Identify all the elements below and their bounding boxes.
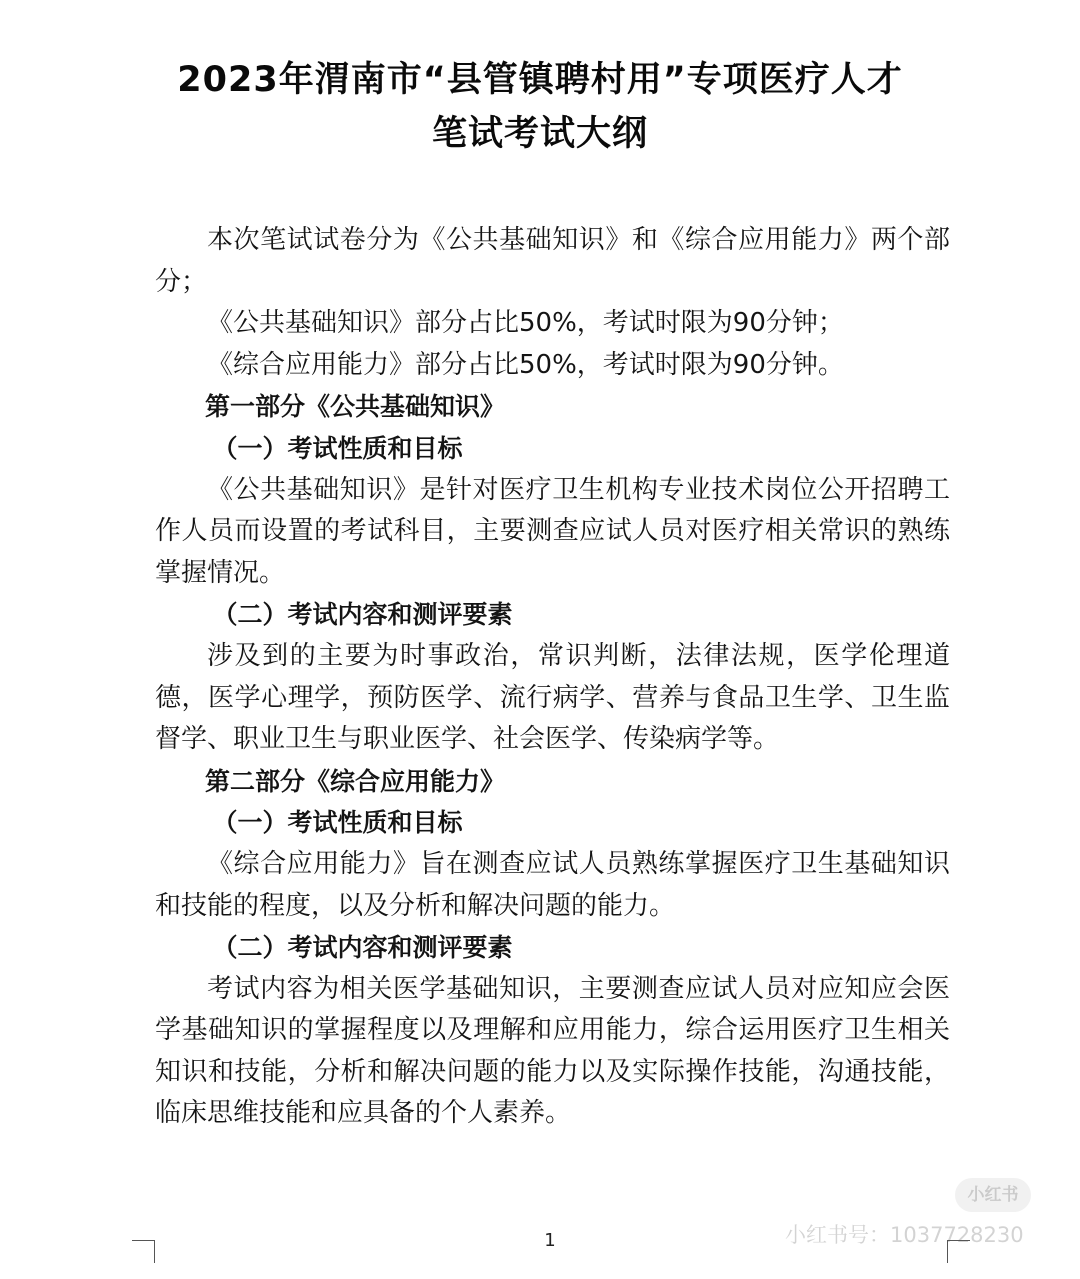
part1-section2-text: 涉及到的主要为时事政治，常识判断，法律法规，医学伦理道德，医学心理学，预防医学、流行病学、营养与食品卫生学、卫生监督学、职业卫生与职业医学、社会医学、传染病学等。 <box>155 640 950 755</box>
document-title-line-1: 2023年渭南市“县管镇聘村用”专项医疗人才 <box>177 60 903 100</box>
part2-section1-text: 《综合应用能力》旨在测查应试人员熟练掌握医疗卫生基础知识和技能的程度，以及分析和解决问题的能力。 <box>155 848 950 921</box>
part2-section2-text: 考试内容为相关医学基础知识，主要测查应试人员对应知应会医学基础知识的掌握程度以及理解和应用能力，综合运用医疗卫生相关知识和技能，分析和解决问题的能力以及实际操作技能，沟通技能，临床思维技能和应具备的个人素养。 <box>155 973 950 1129</box>
intro-paragraph: 本次笔试试卷分为《公共基础知识》和《综合应用能力》两个部分； <box>155 225 950 297</box>
part2-section2-heading: （二）考试内容和测评要素 <box>212 933 513 963</box>
part1-heading: 第一部分《公共基础知识》 <box>205 392 506 422</box>
page-number: 1 <box>544 1230 556 1251</box>
document-body <box>155 220 950 1135</box>
watermark-logo: 小红书 <box>955 1178 1031 1212</box>
part1-section1-text: 《公共基础知识》是针对医疗卫生机构专业技术岗位公开招聘工作人员而设置的考试科目，主要测查应试人员对医疗相关常识的熟练掌握情况。 <box>155 474 950 588</box>
intro-public-knowledge-ratio: 《公共基础知识》部分占比50%，考试时限为90分钟； <box>207 308 844 339</box>
intro-comprehensive-ability-ratio: 《综合应用能力》部分占比50%，考试时限为90分钟。 <box>207 349 844 380</box>
part2-heading: 第二部分《综合应用能力》 <box>205 766 506 796</box>
watermark-id: 小红书号：1037728230 <box>785 1223 1024 1247</box>
document-title-line-2: 笔试考试大纲 <box>431 114 648 154</box>
part1-section1-heading: （一）考试性质和目标 <box>212 433 463 463</box>
part1-section2-heading: （二）考试内容和测评要素 <box>212 600 513 630</box>
part2-section1-heading: （一）考试性质和目标 <box>212 808 463 838</box>
